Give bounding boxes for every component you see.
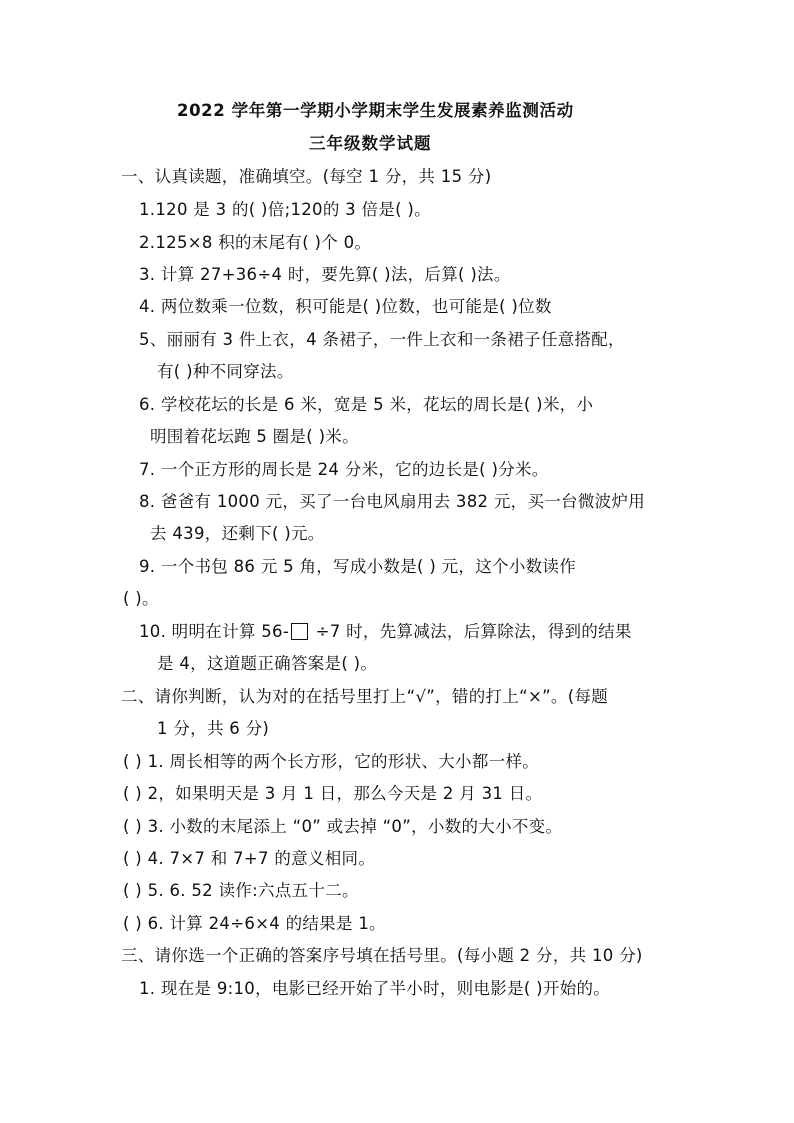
s2-item-1: ( ) 1. 周长相等的两个长方形，它的形状、大小都一样。 — [123, 752, 540, 771]
section3-heading: 三、请你选一个正确的答案序号填在括号里。(每小题 2 分，共 10 分) — [121, 946, 643, 965]
s1-question-5-line1: 5、丽丽有 3 件上衣，4 条裙子，一件上衣和一条裙子任意搭配， — [139, 330, 625, 349]
s1-question-8-line1: 8. 爸爸有 1000 元，买了一台电风扇用去 382 元，买一台微波炉用 — [139, 492, 646, 511]
s1-question-10-line1 — [139, 622, 632, 642]
s2-item-6: ( ) 6. 计算 24÷6×4 的结果是 1。 — [123, 914, 386, 933]
s1-question-7: 7. 一个正方形的周长是 24 分米，它的边长是( )分米。 — [139, 460, 549, 479]
s1-question-8-line2: 去 439，还剩下( )元。 — [150, 524, 325, 543]
s1-question-10-part-a: 10. 明明在计算 56- — [139, 622, 290, 641]
section2-heading-line1: 二、请你判断，认为对的在括号里打上“√”，错的打上“×”。(每题 — [121, 687, 609, 706]
s1-question-3: 3. 计算 27+36÷4 时，要先算( )法，后算( )法。 — [139, 265, 511, 284]
s2-item-4: ( ) 4. 7×7 和 7+7 的意义相同。 — [123, 849, 376, 868]
s3-question-1: 1. 现在是 9:10，电影已经开始了半小时，则电影是( )开始的。 — [139, 979, 611, 998]
section2-heading-line2: 1 分，共 6 分) — [157, 719, 270, 738]
s1-question-2: 2.125×8 积的末尾有( )个 0。 — [139, 233, 372, 252]
section1-heading: 一、认真读题，准确填空。(每空 1 分，共 15 分) — [121, 167, 492, 186]
s1-question-9-line2: ( )。 — [123, 589, 159, 608]
s1-question-6-line2: 明围着花坛跑 5 圈是( )米。 — [150, 427, 359, 446]
exam-subtitle: 三年级数学试题 — [309, 134, 432, 153]
s1-question-9-line1: 9. 一个书包 86 元 5 角，写成小数是( ) 元，这个小数读作 — [139, 557, 577, 576]
s2-item-5: ( ) 5. 6. 52 读作:六点五十二。 — [123, 881, 359, 900]
s1-question-10-part-b: ÷7 时，先算减法，后算除法，得到的结果 — [310, 622, 632, 641]
s1-question-1: 1.120 是 3 的( )倍;120的 3 倍是( )。 — [139, 200, 431, 219]
s1-question-6-line1: 6. 学校花坛的长是 6 米，宽是 5 米，花坛的周长是( )米，小 — [139, 395, 594, 414]
blank-square-box — [291, 623, 308, 640]
s1-question-5-line2: 有( )种不同穿法。 — [157, 362, 294, 381]
s1-question-10-line2: 是 4，这道题正确答案是( )。 — [157, 654, 378, 673]
exam-title: 2022 学年第一学期小学期末学生发展素养监测活动 — [177, 101, 574, 120]
s2-item-3: ( ) 3. 小数的末尾添上 “0” 或去掉 “0”，小数的大小不变。 — [123, 817, 563, 836]
s2-item-2: ( ) 2，如果明天是 3 月 1 日，那么今天是 2 月 31 日。 — [123, 784, 543, 803]
s1-question-4: 4. 两位数乘一位数，积可能是( )位数，也可能是( )位数 — [139, 297, 552, 316]
